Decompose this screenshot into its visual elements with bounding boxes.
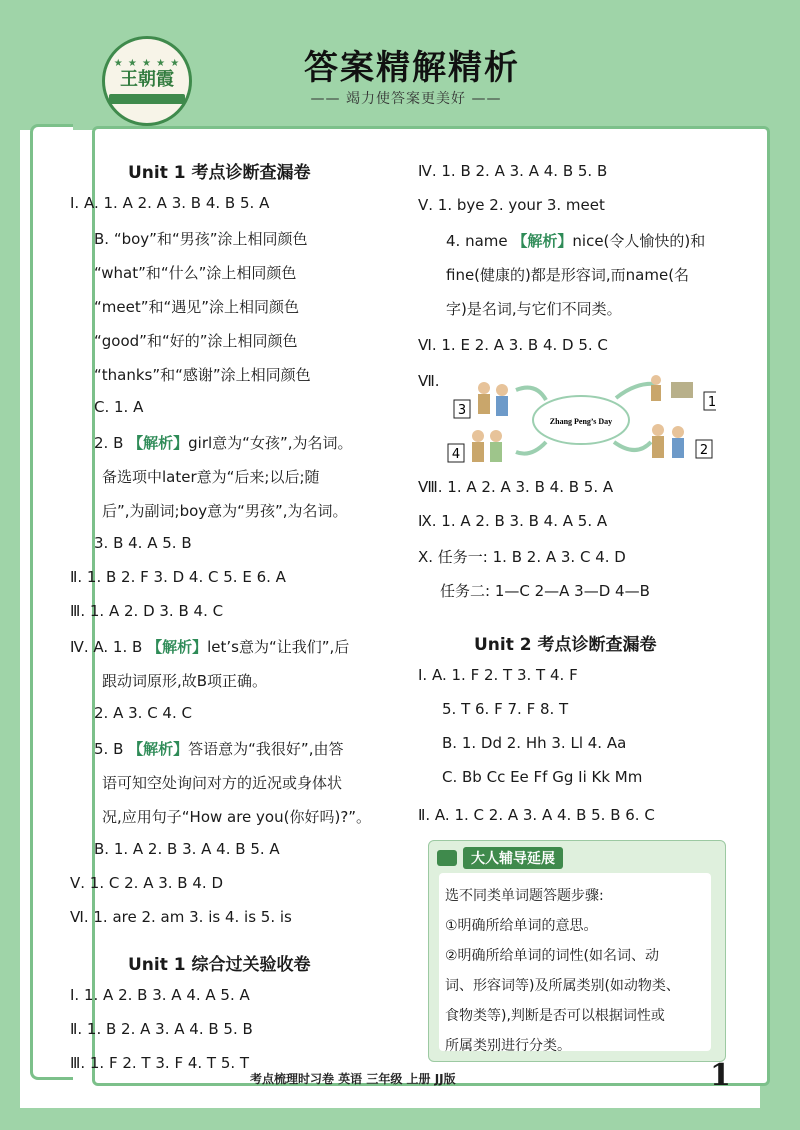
answer-text: 4. name [446,232,513,250]
number-box-label: 3 [457,403,467,418]
arrow-path [516,442,546,454]
tutor-extension-box [428,840,726,1062]
number-box-label: 4 [451,447,461,462]
analysis-line: 况,应用句子“How are you(你好吗)?”。 [102,808,372,826]
answer-line: 任务二: 1—C 2—A 3—D 4—B [440,582,650,600]
answer-line: Ⅱ. 1. B 2. F 3. D 4. C 5. E 6. A [70,568,286,586]
star-icon: ★ ★ ★ ★ ★ [113,57,181,69]
child-figure [478,394,490,414]
answer-line: Ⅰ. A. 1. F 2. T 3. T 4. F [418,666,578,684]
publisher-logo [102,36,192,126]
analysis-tag: 【解析】 [147,638,208,656]
answer-line: B. 1. A 2. B 3. A 4. B 5. A [94,840,280,858]
answer-line: “meet”和“遇见”涂上相同颜色 [94,298,300,316]
answer-line: 5. T 6. F 7. F 8. T [442,700,569,718]
child-figure [490,430,502,442]
wave-icon [437,850,457,866]
tip-line: ②明确所给单词的词性(如名词、动 [445,948,660,964]
tip-title: 大人辅导延展 [463,847,563,869]
answer-line: Ⅶ. [418,372,440,390]
child-figure [672,438,684,458]
child-figure [490,442,502,462]
zhang-peng-day-figure [446,370,716,470]
tip-line: 选不同类单词题答题步骤: [445,888,604,904]
child-figure [652,424,664,436]
analysis-line: 语可知空处询问对方的近况或身体状 [102,774,343,792]
answer-line-with-analysis [94,432,353,453]
footer-caption: 考点梳理时习卷 英语 三年级 上册 JJ版 [250,1072,456,1086]
logo-text: 王朝霞 [120,68,174,90]
answer-line: Ⅴ. 1. bye 2. your 3. meet [418,196,605,214]
child-figure [478,382,490,394]
figure-center-label: Zhang Peng’s Day [549,417,613,426]
analysis-line: 备选项中later意为“后来;以后;随 [102,468,320,486]
child-figure [472,442,484,462]
answer-line: “thanks”和“感谢”涂上相同颜色 [94,366,311,384]
logo-ribbon [109,94,185,104]
answer-text: Ⅳ. A. 1. B [70,638,148,656]
analysis-tag: 【解析】 [512,232,573,250]
child-figure [496,396,508,416]
answer-line: Ⅴ. 1. C 2. A 3. B 4. D [70,874,223,892]
tip-line: 词、形容词等)及所属类别(如动物类、 [445,978,680,994]
tip-line: 所属类别进行分类。 [445,1038,571,1054]
page-number: 1 [710,1058,731,1093]
answer-line: Ⅵ. 1. E 2. A 3. B 4. D 5. C [418,336,608,354]
child-figure [472,430,484,442]
answer-line: Ⅰ. A. 1. A 2. A 3. B 4. B 5. A [70,194,270,212]
number-box-label: 1 [707,395,716,410]
child-figure [651,385,661,401]
section-title-unit1-comprehensive: Unit 1 综合过关验收卷 [128,955,311,975]
analysis-line: 字)是名词,与它们不同类。 [446,300,622,318]
arrow-path [516,388,546,400]
analysis-text: nice(令人愉快的)和 [572,232,706,250]
number-box-label: 2 [699,443,709,458]
section-title-unit2-diagnostic: Unit 2 考点诊断查漏卷 [474,635,657,655]
answer-line: Ⅷ. 1. A 2. A 3. B 4. B 5. A [418,478,614,496]
analysis-line: 跟动词原形,故B项正确。 [102,672,268,690]
answer-line: Ⅲ. 1. A 2. D 3. B 4. C [70,602,224,620]
arrow-path [616,384,656,398]
answer-text: 5. B [94,740,129,758]
answer-line: 2. A 3. C 4. C [94,704,192,722]
analysis-tag: 【解析】 [128,740,189,758]
child-figure [672,426,684,438]
tip-header [437,847,597,869]
answer-line-with-analysis [70,636,349,657]
page-subtitle: —— 竭力使答案更美好 —— [310,91,502,107]
tip-line: ①明确所给单词的意思。 [445,918,598,934]
left-green-band [0,0,20,1130]
answer-line: Ⅲ. 1. F 2. T 3. F 4. T 5. T [70,1054,250,1072]
answer-line: B. “boy”和“男孩”涂上相同颜色 [94,230,308,248]
analysis-text: girl意为“女孩”,为名词。 [188,434,353,452]
answer-line: “good”和“好的”涂上相同颜色 [94,332,298,350]
answer-line: 3. B 4. A 5. B [94,534,192,552]
answer-line: Ⅱ. A. 1. C 2. A 3. A 4. B 5. B 6. C [418,806,655,824]
answer-line: Ⅰ. 1. A 2. B 3. A 4. A 5. A [70,986,250,1004]
figure-drawing [446,370,716,470]
answer-line-with-analysis [446,230,705,251]
answer-line: C. Bb Cc Ee Ff Gg Ii Kk Mm [442,768,643,786]
answer-line: Ⅹ. 任务一: 1. B 2. A 3. C 4. D [418,548,626,566]
answer-line-with-analysis [94,738,343,759]
answer-line: Ⅳ. 1. B 2. A 3. A 4. B 5. B [418,162,608,180]
desk-figure [671,382,693,398]
tip-content [439,873,711,1054]
analysis-tag: 【解析】 [128,434,189,452]
answer-line: “what”和“什么”涂上相同颜色 [94,264,297,282]
analysis-line: 后”,为副词;boy意为“男孩”,为名词。 [102,502,348,520]
page-title: 答案精解精析 [304,48,520,88]
analysis-line: fine(健康的)都是形容词,而name(名 [446,266,690,284]
answer-line: Ⅵ. 1. are 2. am 3. is 4. is 5. is [70,908,292,926]
binder-tab [30,124,73,1080]
answer-text: 2. B [94,434,129,452]
analysis-text: let’s意为“让我们”,后 [207,638,350,656]
section-title-unit1-diagnostic: Unit 1 考点诊断查漏卷 [128,163,311,183]
child-figure [651,375,661,385]
answer-line: Ⅱ. 1. B 2. A 3. A 4. B 5. B [70,1020,253,1038]
arrow-path [614,442,651,450]
tip-line: 食物类等),判断是否可以根据词性或 [445,1008,665,1024]
answer-line: Ⅸ. 1. A 2. B 3. B 4. A 5. A [418,512,608,530]
child-figure [652,436,664,458]
answer-line: B. 1. Dd 2. Hh 3. Ll 4. Aa [442,734,627,752]
child-figure [496,384,508,396]
bottom-green-band [0,1108,800,1130]
analysis-text: 答语意为“我很好”,由答 [188,740,344,758]
answer-line: C. 1. A [94,398,144,416]
